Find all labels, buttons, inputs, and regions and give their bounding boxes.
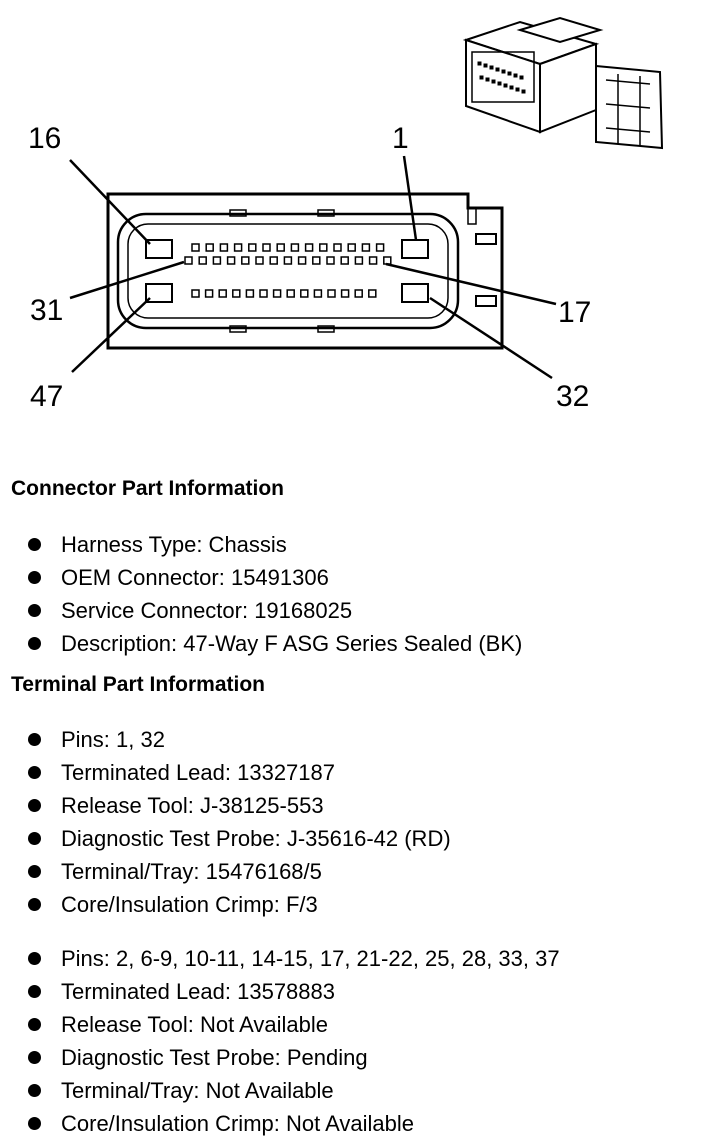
bullet-icon [28, 733, 41, 746]
terminal-cavity [263, 244, 270, 251]
list-item [0, 1041, 560, 1074]
list-item-text: Release Tool: J-38125-553 [61, 793, 324, 818]
bullet-icon [28, 604, 41, 617]
connector-section-heading: Connector Part Information [11, 477, 285, 500]
bullet-icon [28, 538, 41, 551]
list-item-text: Core/Insulation Crimp: Not Available [61, 1111, 414, 1136]
list-item-text: Terminated Lead: 13578883 [61, 979, 335, 1004]
list-item-text: Service Connector: 19168025 [61, 598, 353, 623]
bullet-icon [28, 865, 41, 878]
terminal-cavity [348, 244, 355, 251]
list-item-text: Diagnostic Test Probe: J-35616-42 (RD) [61, 826, 451, 851]
list-item [0, 942, 560, 975]
terminal-cavity [301, 290, 308, 297]
terminal-cavity [328, 290, 335, 297]
terminal-cavity [355, 257, 362, 264]
list-item [0, 561, 522, 594]
terminal-cavity [192, 244, 199, 251]
list-item-text: Pins: 1, 32 [61, 727, 165, 752]
list-item [0, 723, 451, 756]
terminal-cavity [235, 244, 242, 251]
list-item [0, 1008, 560, 1041]
list-item [0, 594, 522, 627]
connector-diagram [0, 0, 704, 440]
terminal-cavity [242, 257, 249, 264]
terminal-cavity [270, 257, 277, 264]
terminal-cavity [334, 244, 341, 251]
bullet-icon [28, 1117, 41, 1130]
bullet-icon [28, 637, 41, 650]
pin-label-17: 17 [558, 296, 592, 329]
terminal-cavity [249, 244, 256, 251]
terminal-cavity [327, 257, 334, 264]
terminal-cavity [246, 290, 253, 297]
terminal-cavity [233, 290, 240, 297]
list-item [0, 528, 522, 561]
terminal-cavity [192, 290, 199, 297]
list-item [0, 888, 451, 921]
bullet-icon [28, 952, 41, 965]
list-item-text: Terminal/Tray: Not Available [61, 1078, 334, 1103]
terminal-cavity [291, 244, 298, 251]
list-item-text: Description: 47-Way F ASG Series Sealed (BK) [61, 631, 523, 656]
terminal-info-list-1 [0, 723, 451, 921]
terminal-cavity [314, 290, 321, 297]
terminal-info-list-2 [0, 942, 560, 1140]
list-item [0, 756, 451, 789]
bullet-icon [28, 799, 41, 812]
terminal-cavity [213, 257, 220, 264]
bullet-icon [28, 1051, 41, 1064]
terminal-cavity [206, 244, 213, 251]
list-item [0, 822, 451, 855]
bullet-icon [28, 766, 41, 779]
bullet-icon [28, 1018, 41, 1031]
list-item-text: OEM Connector: 15491306 [61, 565, 329, 590]
terminal-cavity [219, 290, 226, 297]
list-item-text: Diagnostic Test Probe: Pending [61, 1045, 368, 1070]
terminal-cavity [256, 257, 263, 264]
list-item-text: Pins: 2, 6-9, 10-11, 14-15, 17, 21-22, 25, 28, 33, 37 [61, 946, 560, 971]
terminal-cavity [342, 290, 349, 297]
list-item [0, 789, 451, 822]
bullet-icon [28, 898, 41, 911]
leader-lines [70, 156, 556, 378]
list-item-text: Harness Type: Chassis [61, 532, 287, 557]
list-item-text: Terminated Lead: 13327187 [61, 760, 335, 785]
terminal-cavity [313, 257, 320, 264]
terminal-cavity [320, 244, 327, 251]
terminal-cavity [287, 290, 294, 297]
bullet-icon [28, 832, 41, 845]
pin-label-16: 16 [28, 122, 62, 155]
list-item [0, 627, 522, 660]
terminal-cavity [362, 244, 369, 251]
list-item-text: Release Tool: Not Available [61, 1012, 329, 1037]
list-item [0, 855, 451, 888]
terminal-cavity [277, 244, 284, 251]
connector-face [108, 194, 502, 348]
terminal-cavity [384, 257, 391, 264]
terminal-cavity [369, 290, 376, 297]
pin-label-47: 47 [30, 380, 64, 413]
terminal-cavity [185, 257, 192, 264]
terminal-cavity [377, 244, 384, 251]
bullet-icon [28, 1084, 41, 1097]
terminal-cavity [206, 290, 213, 297]
terminal-cavity [355, 290, 362, 297]
list-item [0, 1074, 560, 1107]
terminal-cavity [299, 257, 306, 264]
bullet-icon [28, 571, 41, 584]
bullet-icon [28, 985, 41, 998]
terminal-cavity [341, 257, 348, 264]
terminal-cavity [284, 257, 291, 264]
pin-label-1: 1 [392, 122, 409, 155]
list-item [0, 975, 560, 1008]
terminal-cavity [260, 290, 267, 297]
terminal-cavity [199, 257, 206, 264]
connector-info-list [0, 528, 522, 660]
list-item-text: Terminal/Tray: 15476168/5 [61, 859, 322, 884]
list-item [0, 1107, 560, 1140]
terminal-cavity [370, 257, 377, 264]
terminal-cavity [220, 244, 227, 251]
terminal-cavity [274, 290, 281, 297]
pin-label-32: 32 [556, 380, 590, 413]
terminal-cavity [306, 244, 313, 251]
connector-isometric-illustration [466, 18, 662, 148]
list-item-text: Core/Insulation Crimp: F/3 [61, 892, 318, 917]
terminal-cavity [228, 257, 235, 264]
terminal-section-heading: Terminal Part Information [11, 673, 265, 696]
pin-label-31: 31 [30, 294, 64, 327]
